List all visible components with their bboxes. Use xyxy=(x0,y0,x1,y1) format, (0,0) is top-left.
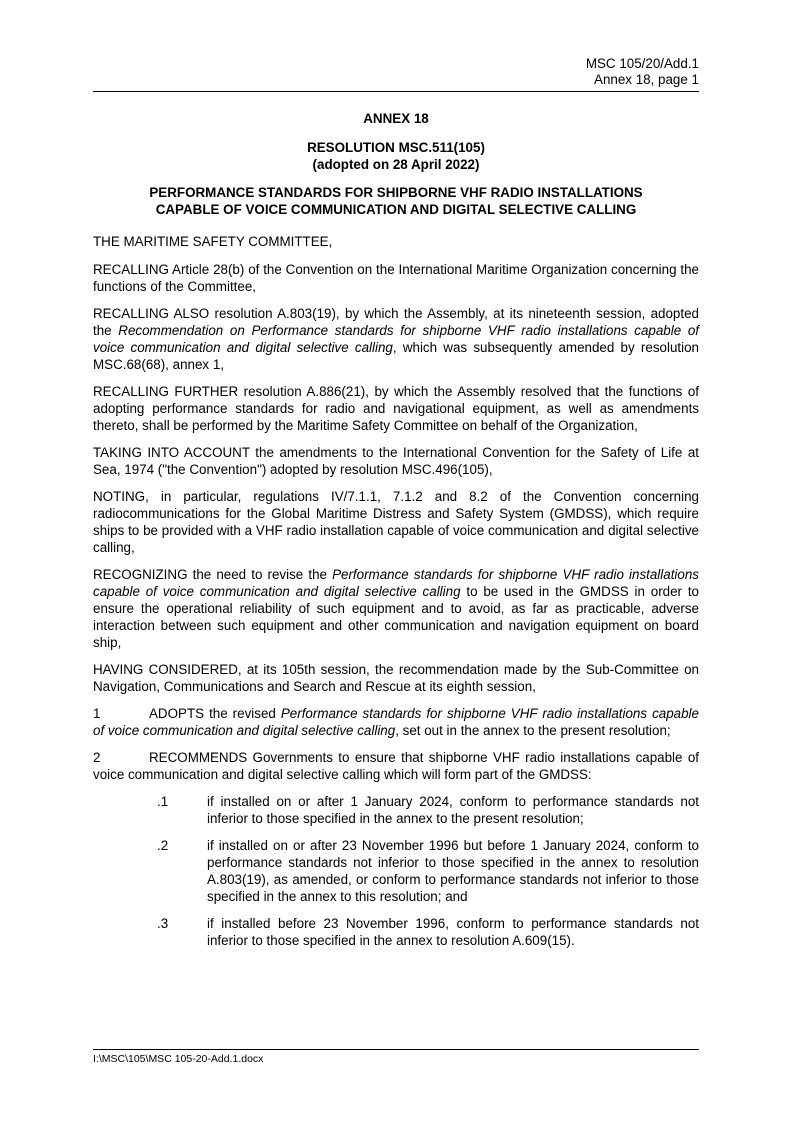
footer-rule xyxy=(93,1049,699,1050)
cited-title: Performance standards for shipborne VHF radio installations capable of voice communication and digital selective calling xyxy=(93,706,699,738)
preamble-recalling: RECALLING Article 28(b) of the Convention on the International Maritime Organization concerning the functions of the Committee, xyxy=(93,262,699,294)
preamble-taking-into-account: TAKING INTO ACCOUNT the amendments to the International Convention for the Safety of Life at Sea, 1974 ("the Convention") adopted by resolution MSC.496(105), xyxy=(93,445,699,477)
preamble-recognizing xyxy=(93,566,699,651)
annex-title: ANNEX 18 xyxy=(363,111,429,126)
sub-item-text: if installed on or after 1 January 2024, conform to performance standards not inferior to those specified in the annex to the present resolution; xyxy=(207,794,699,826)
footer-file-path: I:\MSC\105\MSC 105-20-Add.1.docx xyxy=(93,1053,264,1065)
preamble-having-considered: HAVING CONSIDERED, at its 105th session, the recommendation made by the Sub-Committee on Navigation, Communications and Search and Rescue at its eighth session, xyxy=(93,662,699,694)
text-run: ADOPTS the revised xyxy=(149,706,281,721)
text-run: RECOMMENDS Governments to ensure that shipborne VHF radio installations capable of voice communication and digital selective calling which will form part of the GMDSS: xyxy=(93,750,699,782)
paragraph-number: 2 xyxy=(93,750,101,765)
text-run: , set out in the annex to the present resolution; xyxy=(395,723,671,738)
text-run: RECOGNIZING the need to revise the xyxy=(93,567,333,582)
operative-paragraph-2 xyxy=(93,749,699,783)
resolution-heading xyxy=(93,139,699,173)
preamble-recalling-also xyxy=(93,305,699,373)
document-body xyxy=(93,233,699,959)
preamble-committee: THE MARITIME SAFETY COMMITTEE, xyxy=(93,234,333,249)
header-rule xyxy=(93,91,699,92)
resolution-adopted-date: (adopted on 28 April 2022) xyxy=(312,157,480,172)
sub-item-label: .1 xyxy=(157,794,169,809)
sub-item-label: .3 xyxy=(157,916,169,931)
sub-item xyxy=(93,793,699,827)
cited-title: Recommendation on Performance standards for shipborne VHF radio installations capable of voice communication and digital selective calling xyxy=(93,323,699,355)
text-run: to be used in the GMDSS in order to ensure the operational reliability of such equipment and to avoid, as far as practicable, adverse interaction between such equipment and other communication and navigation equipment on board ship, xyxy=(93,584,700,650)
document-reference: MSC 105/20/Add.1 xyxy=(585,56,699,71)
text-run: RECALLING ALSO resolution A.803(19), by which the Assembly, at its nineteenth session, adopted the xyxy=(93,306,699,338)
page-header xyxy=(93,56,699,88)
text-run: , which was subsequently amended by resolution MSC.68(68), annex 1, xyxy=(93,340,699,372)
sub-item-text: if installed before 23 November 1996, conform to performance standards not inferior to those specified in the annex to resolution A.609(15). xyxy=(207,916,699,948)
title-line-2: CAPABLE OF VOICE COMMUNICATION AND DIGITAL SELECTIVE CALLING xyxy=(155,202,637,217)
cited-title: Performance standards for shipborne VHF radio installations capable of voice communication and digital selective calling xyxy=(93,567,699,599)
preamble-noting: NOTING, in particular, regulations IV/7.1.1, 7.1.2 and 8.2 of the Convention concerning radiocommunications for the Global Maritime Distress and Safety System (GMDSS), which require ships to be provided with a VHF radio installation capable of voice communication and digital selective calling, xyxy=(93,489,699,555)
page-reference: Annex 18, page 1 xyxy=(594,72,699,87)
sub-item xyxy=(93,837,699,905)
resolution-number: RESOLUTION MSC.511(105) xyxy=(307,140,485,155)
preamble-recalling-further: RECALLING FURTHER resolution A.886(21), by which the Assembly resolved that the functions of adopting performance standards for radio and navigational equipment, as well as amendments thereto, shall be performed by the Maritime Safety Committee on behalf of the Organization, xyxy=(93,384,699,433)
sub-item-label: .2 xyxy=(157,838,169,853)
operative-paragraph-1 xyxy=(93,705,699,739)
sub-item xyxy=(93,915,699,949)
title-line-1: PERFORMANCE STANDARDS FOR SHIPBORNE VHF RADIO INSTALLATIONS xyxy=(149,185,643,200)
paragraph-number: 1 xyxy=(93,706,101,721)
sub-item-text: if installed on or after 23 November 1996 but before 1 January 2024, conform to performance standards not inferior to those specified in the annex to resolution A.803(19), as amended, or conform to performance standards not inferior to those specified in the annex to this resolution; and xyxy=(207,838,699,904)
document-title xyxy=(93,184,699,218)
